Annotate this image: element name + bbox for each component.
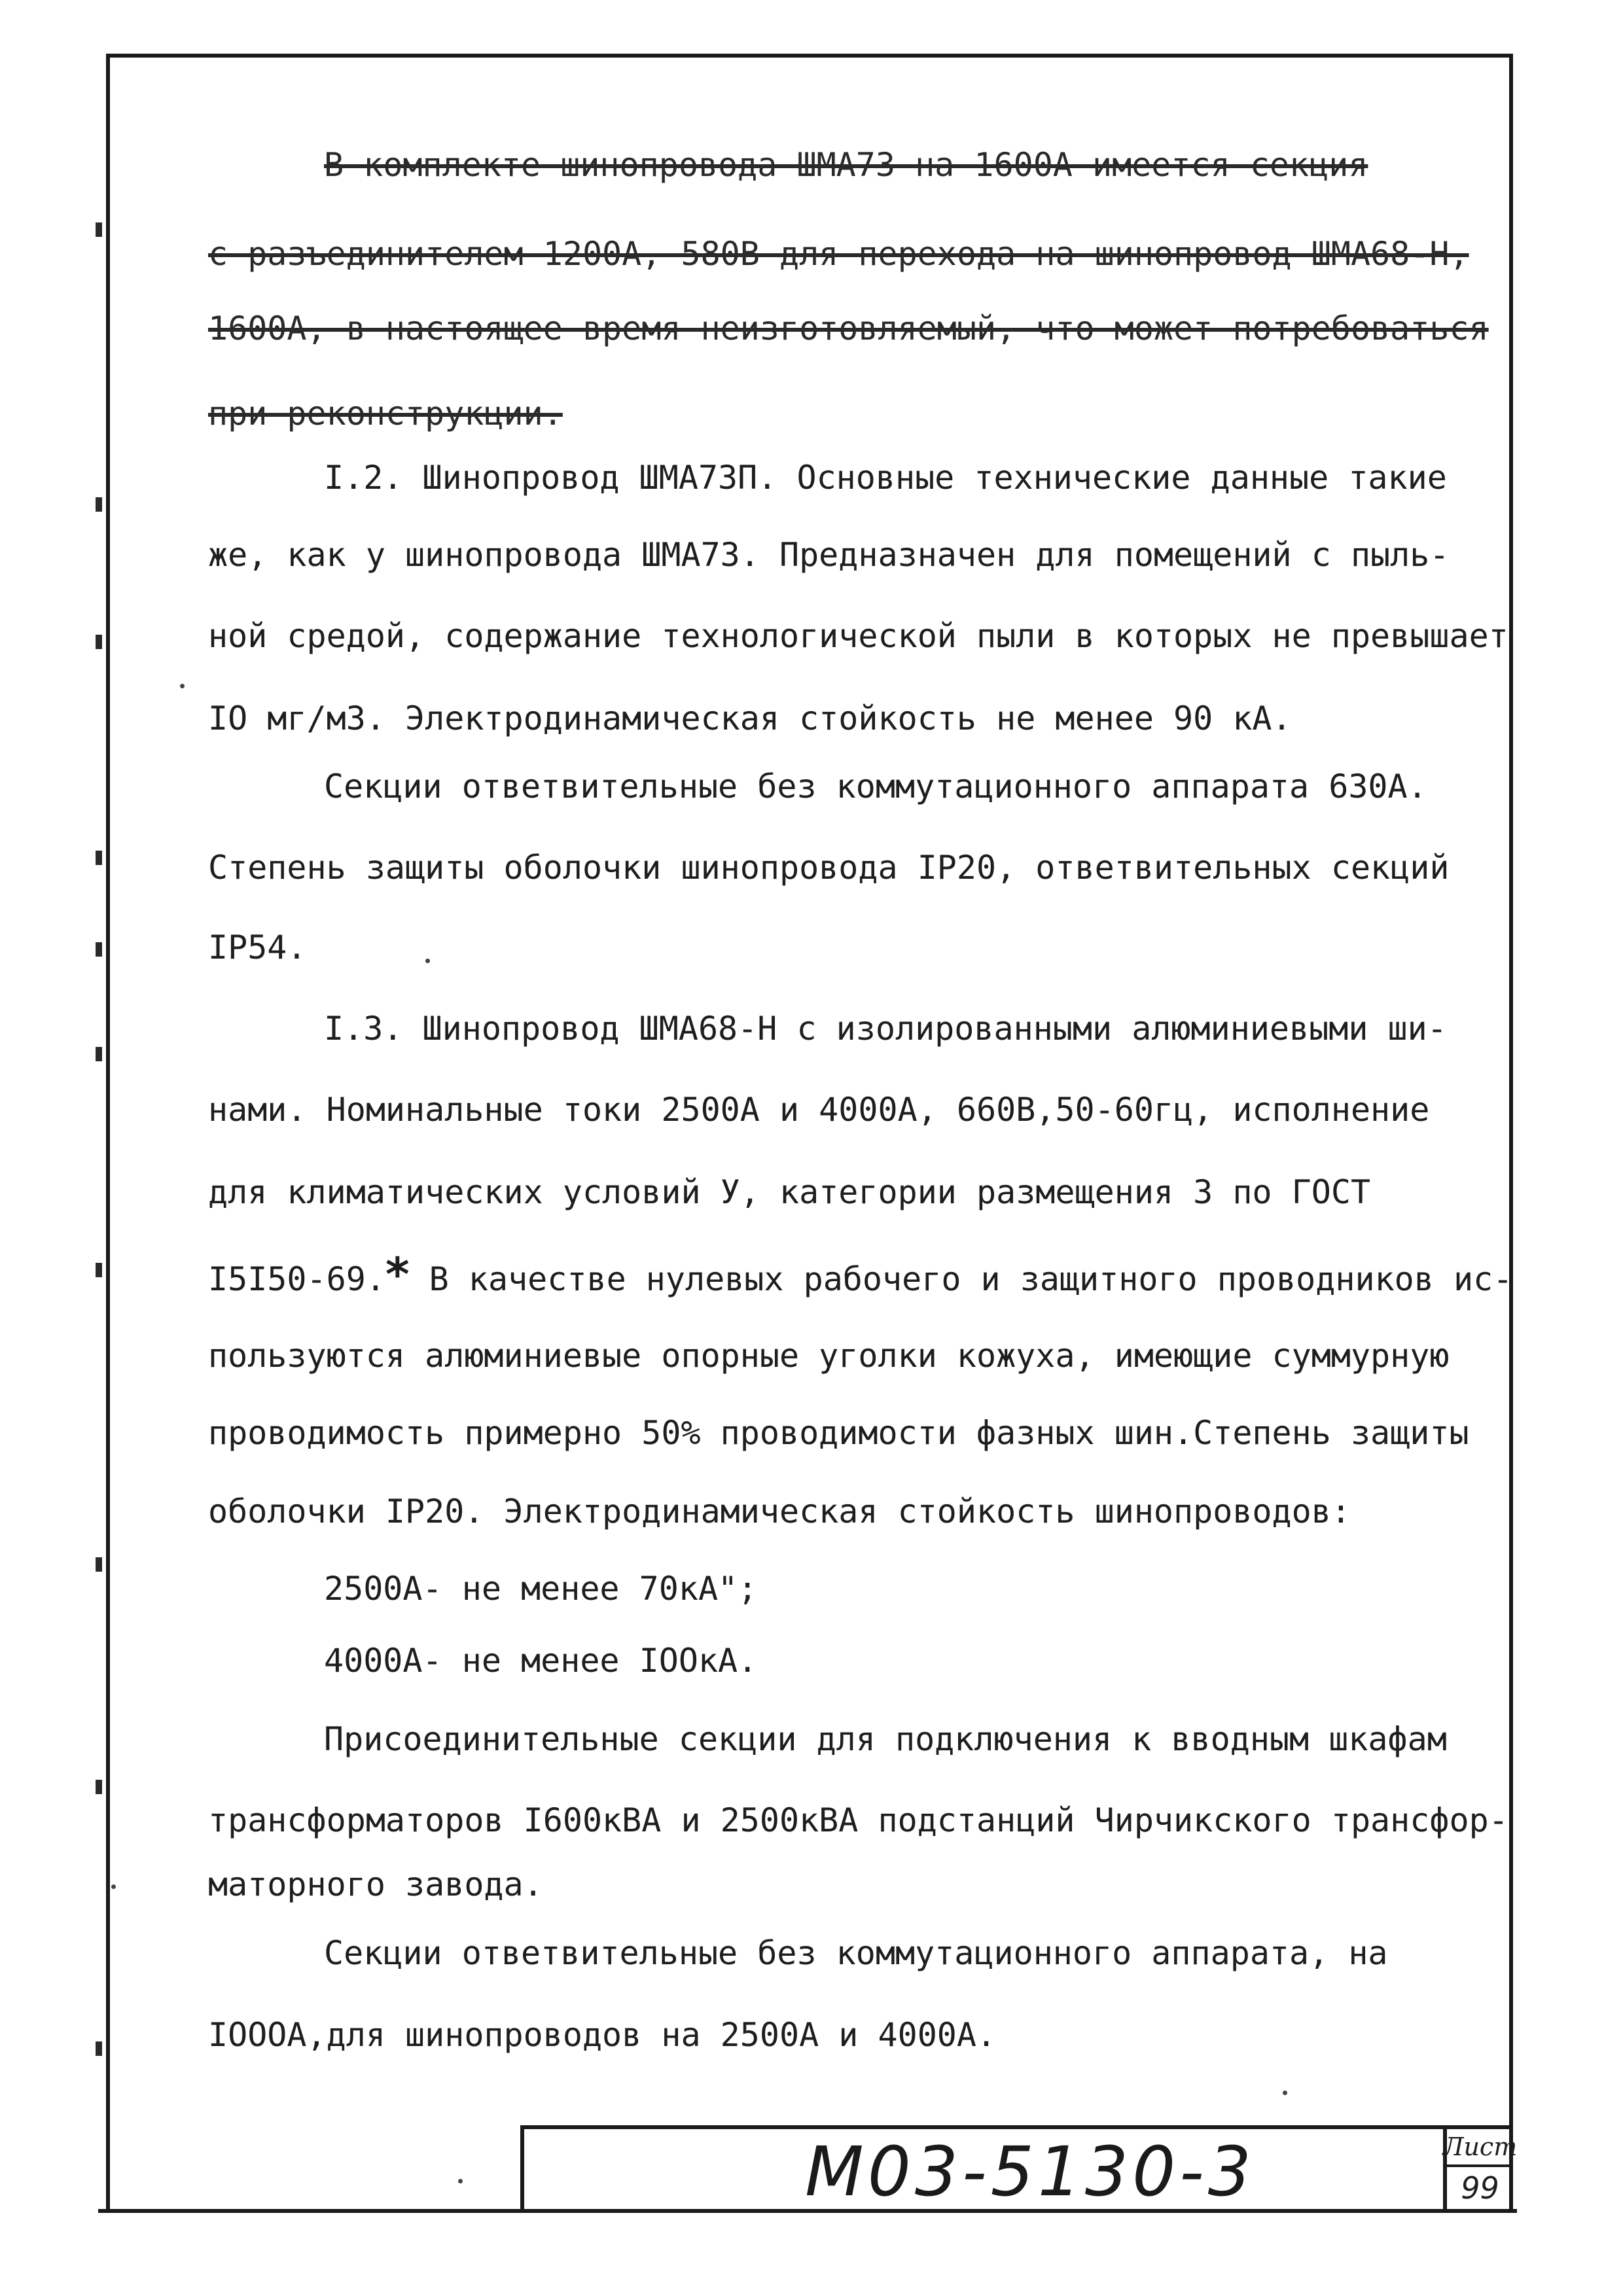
text-line: Присоединительные секции для подключения к вводным шкафам <box>324 1720 1447 1758</box>
text-line: IOOOА,для шинопроводов на 2500А и 4000А. <box>208 2016 997 2054</box>
text-line <box>208 1248 1513 1301</box>
text-fragment: I5I50-69. <box>208 1260 385 1298</box>
text-line: для климатических условий У, категории размещения 3 по ГОСТ <box>208 1173 1371 1211</box>
text-line: маторного завода. <box>208 1865 543 1903</box>
text-line: IP54. <box>208 928 307 966</box>
text-line: Секции ответвительные без коммутационного аппарата 630А. <box>324 768 1427 805</box>
margin-tick <box>96 2041 102 2056</box>
text-line: пользуются алюминиевые опорные уголки кожуха, имеющие суммурную <box>208 1337 1450 1375</box>
document-code: М03-5130-3 <box>805 2132 1255 2212</box>
margin-tick <box>96 1047 102 1061</box>
text-line: I.3. Шинопровод ШМА68-Н с изолированными алюминиевыми ши- <box>324 1010 1447 1048</box>
margin-tick <box>96 1780 102 1794</box>
speck <box>111 1884 116 1889</box>
text-line: 2500А- не менее 70кА"; <box>324 1570 758 1608</box>
speck <box>180 684 185 688</box>
text-line: оболочки IP20. Электродинамическая стойкость шинопроводов: <box>208 1492 1351 1530</box>
asterisk-mark: * <box>385 1248 410 1301</box>
margin-tick <box>96 1263 102 1277</box>
text-line: I.2. Шинопровод ШМА73П. Основные технические данные такие <box>324 459 1447 497</box>
text-fragment: В качестве нулевых рабочего и защитного проводников ис- <box>429 1260 1513 1298</box>
text-line: же, как у шинопровода ШМА73. Предназначен для помещений с пыль- <box>208 536 1450 574</box>
text-line: трансформаторов I600кВА и 2500кВА подстанций Чирчикского трансфор- <box>208 1801 1508 1839</box>
text-line: ной средой, содержание технологической пыли в которых не превышает <box>208 617 1508 655</box>
text-line: Степень защиты оболочки шинопровода IP20, ответвительных секций <box>208 849 1450 887</box>
struck-line: В комплекте шинопровода ШМА73 на 1600А имеется секция <box>324 146 1368 184</box>
text-line: 4000А- не менее IOOкА. <box>324 1642 758 1680</box>
speck <box>425 959 430 963</box>
margin-tick <box>96 1557 102 1572</box>
margin-tick <box>96 942 102 957</box>
text-line: нами. Номинальные токи 2500А и 4000А, 660В,50-60гц, исполнение <box>208 1091 1430 1129</box>
struck-line: при реконструкции. <box>208 395 563 433</box>
margin-tick <box>96 497 102 512</box>
margin-tick <box>96 222 102 237</box>
margin-tick <box>96 635 102 649</box>
text-line: IO мг/м3. Электродинамическая стойкость не менее 90 кА. <box>208 699 1292 737</box>
sheet-label: Лист <box>1443 2125 1513 2167</box>
struck-line: с разъединителем 1200А, 580В для перехода на шинопровод ШМА68-Н, <box>208 235 1469 273</box>
sheet-number: 99 <box>1443 2167 1513 2209</box>
speck <box>1283 2091 1287 2095</box>
margin-tick <box>96 851 102 865</box>
text-line: проводимость примерно 50% проводимости фазных шин.Степень защиты <box>208 1414 1469 1452</box>
speck <box>458 2179 463 2183</box>
text-line: Секции ответвительные без коммутационного аппарата, на <box>324 1934 1388 1972</box>
struck-line: 1600А, в настоящее время неизготовляемый, что может потребоваться <box>208 309 1489 347</box>
